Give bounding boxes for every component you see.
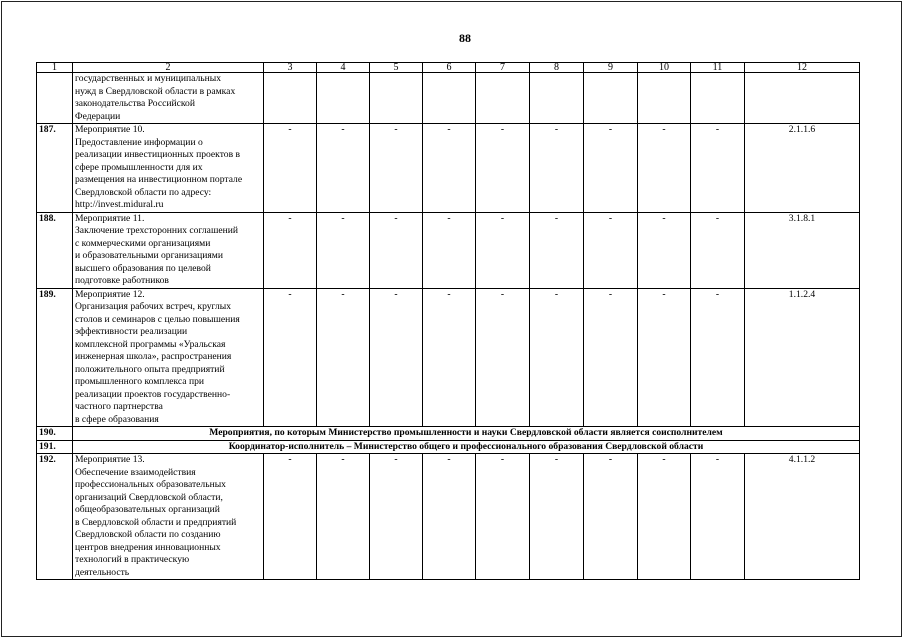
value-cell: - <box>638 124 691 213</box>
description-line: профессиональных образовательных <box>75 479 226 490</box>
description-line: положительного опыта предприятий <box>75 363 225 375</box>
description-line: Свердловской области по созданию <box>75 529 221 540</box>
description-line: инженерная школа», распространения <box>75 351 232 362</box>
description-line: Федерации <box>75 110 121 122</box>
table-row-189 <box>37 288 860 427</box>
table-row-continuation <box>37 73 860 124</box>
description-cell <box>73 124 264 213</box>
value-cell <box>691 73 745 124</box>
description-line: деятельность <box>75 566 130 578</box>
section-heading: Координатор-исполнитель – Министерство общего и профессионального образования Свердловской области <box>73 440 860 454</box>
measures-table <box>36 62 860 580</box>
value-cell: - <box>476 288 530 427</box>
description-line: реализации проектов государственно- <box>75 388 231 400</box>
value-cell: - <box>264 288 317 427</box>
description-line: государственных и муниципальных <box>75 73 222 84</box>
value-cell: - <box>370 454 423 580</box>
col-header: 10 <box>638 63 691 73</box>
description-line: организаций Свердловской области, <box>75 491 223 503</box>
description-line: Свердловской области по адресу: <box>75 186 212 198</box>
description-line: в Свердловской области и предприятий <box>75 516 237 528</box>
value-cell: - <box>370 212 423 288</box>
table-row-187 <box>37 124 860 213</box>
description-line: промышленного комплекса при <box>75 376 205 387</box>
col-header: 7 <box>476 63 530 73</box>
col-header: 11 <box>691 63 745 73</box>
value-cell <box>476 73 530 124</box>
description-line: подготовке работников <box>75 275 169 286</box>
col-header: 5 <box>370 63 423 73</box>
value-cell: - <box>691 454 745 580</box>
table-row-188 <box>37 212 860 288</box>
value-cell: - <box>423 124 476 213</box>
value-cell: - <box>370 124 423 213</box>
col-header: 3 <box>264 63 317 73</box>
value-cell: - <box>584 288 638 427</box>
value-cell: - <box>317 212 370 288</box>
code-cell: 3.1.8.1 <box>745 212 860 288</box>
description-cell <box>73 454 264 580</box>
value-cell: - <box>476 124 530 213</box>
value-cell: - <box>423 212 476 288</box>
table-header-row <box>37 63 860 73</box>
value-cell: - <box>264 454 317 580</box>
row-number-cell <box>37 73 73 124</box>
col-header: 2 <box>73 63 264 73</box>
value-cell: - <box>370 288 423 427</box>
value-cell: - <box>317 288 370 427</box>
value-cell: - <box>584 454 638 580</box>
col-header: 1 <box>37 63 73 73</box>
value-cell <box>264 73 317 124</box>
value-cell <box>638 73 691 124</box>
col-header: 9 <box>584 63 638 73</box>
description-line: Организация рабочих встреч, круглых <box>75 301 232 312</box>
value-cell <box>584 73 638 124</box>
description-line: высшего образования по целевой <box>75 262 211 274</box>
description-cell <box>73 73 264 124</box>
row-number-cell: 192. <box>37 454 73 580</box>
description-line: в сфере образования <box>75 413 159 425</box>
description-line: Мероприятие 13. <box>75 454 145 465</box>
description-line: центров внедрения инновационных <box>75 541 221 553</box>
value-cell: - <box>530 454 584 580</box>
row-number-cell: 191. <box>37 440 73 454</box>
value-cell: - <box>476 454 530 580</box>
description-line: нужд в Свердловской области в рамках <box>75 85 236 97</box>
page-number: 88 <box>459 31 471 45</box>
col-header: 8 <box>530 63 584 73</box>
value-cell <box>370 73 423 124</box>
row-number-cell: 189. <box>37 288 73 427</box>
value-cell <box>530 73 584 124</box>
value-cell: - <box>584 124 638 213</box>
value-cell: - <box>638 454 691 580</box>
col-header: 6 <box>423 63 476 73</box>
value-cell: - <box>691 212 745 288</box>
description-line: Обеспечение взаимодействия <box>75 466 196 478</box>
value-cell <box>423 73 476 124</box>
value-cell: - <box>476 212 530 288</box>
description-line: Заключение трехсторонних соглашений <box>75 225 238 236</box>
section-heading: Мероприятия, по которым Министерство промышленности и науки Свердловской области является соисполнителем <box>73 427 860 441</box>
description-line: с коммерческими организациями <box>75 237 211 249</box>
value-cell: - <box>691 288 745 427</box>
code-cell: 2.1.1.6 <box>745 124 860 213</box>
row-number-cell: 188. <box>37 212 73 288</box>
col-header: 12 <box>745 63 860 73</box>
description-line: http://invest.midural.ru <box>75 199 164 210</box>
description-line: сфере промышленности для их <box>75 161 203 173</box>
row-number-cell: 190. <box>37 427 73 441</box>
description-line: Мероприятие 12. <box>75 288 145 300</box>
col-header: 4 <box>317 63 370 73</box>
code-cell <box>745 73 860 124</box>
value-cell: - <box>530 124 584 213</box>
value-cell: - <box>530 212 584 288</box>
description-line: эффективности реализации <box>75 326 188 337</box>
value-cell: - <box>423 454 476 580</box>
description-line: Мероприятие 11. <box>75 212 145 224</box>
description-line: размещения на инвестиционном портале <box>75 174 243 185</box>
description-line: Предоставление информации о <box>75 136 203 148</box>
description-line: частного партнерства <box>75 401 163 412</box>
description-cell <box>73 288 264 427</box>
value-cell: - <box>638 288 691 427</box>
table-row-190 <box>37 427 860 441</box>
value-cell: - <box>584 212 638 288</box>
value-cell: - <box>691 124 745 213</box>
code-cell: 1.1.2.4 <box>745 288 860 427</box>
table-row-192 <box>37 454 860 580</box>
value-cell: - <box>264 124 317 213</box>
value-cell <box>317 73 370 124</box>
value-cell: - <box>317 124 370 213</box>
description-line: столов и семинаров с целью повышения <box>75 313 240 325</box>
description-line: Мероприятие 10. <box>75 124 145 135</box>
value-cell: - <box>264 212 317 288</box>
value-cell: - <box>423 288 476 427</box>
value-cell: - <box>317 454 370 580</box>
description-cell <box>73 212 264 288</box>
table-row-191 <box>37 440 860 454</box>
row-number-cell: 187. <box>37 124 73 213</box>
description-line: комплексной программы «Уральская <box>75 338 226 350</box>
description-line: законодательства Российской <box>75 98 195 109</box>
value-cell: - <box>530 288 584 427</box>
code-cell: 4.1.1.2 <box>745 454 860 580</box>
value-cell: - <box>638 212 691 288</box>
description-line: общеобразовательных организаций <box>75 504 220 515</box>
description-line: и образовательными организациями <box>75 250 223 261</box>
description-line: реализации инвестиционных проектов в <box>75 149 241 160</box>
description-line: технологий в практическую <box>75 554 190 565</box>
